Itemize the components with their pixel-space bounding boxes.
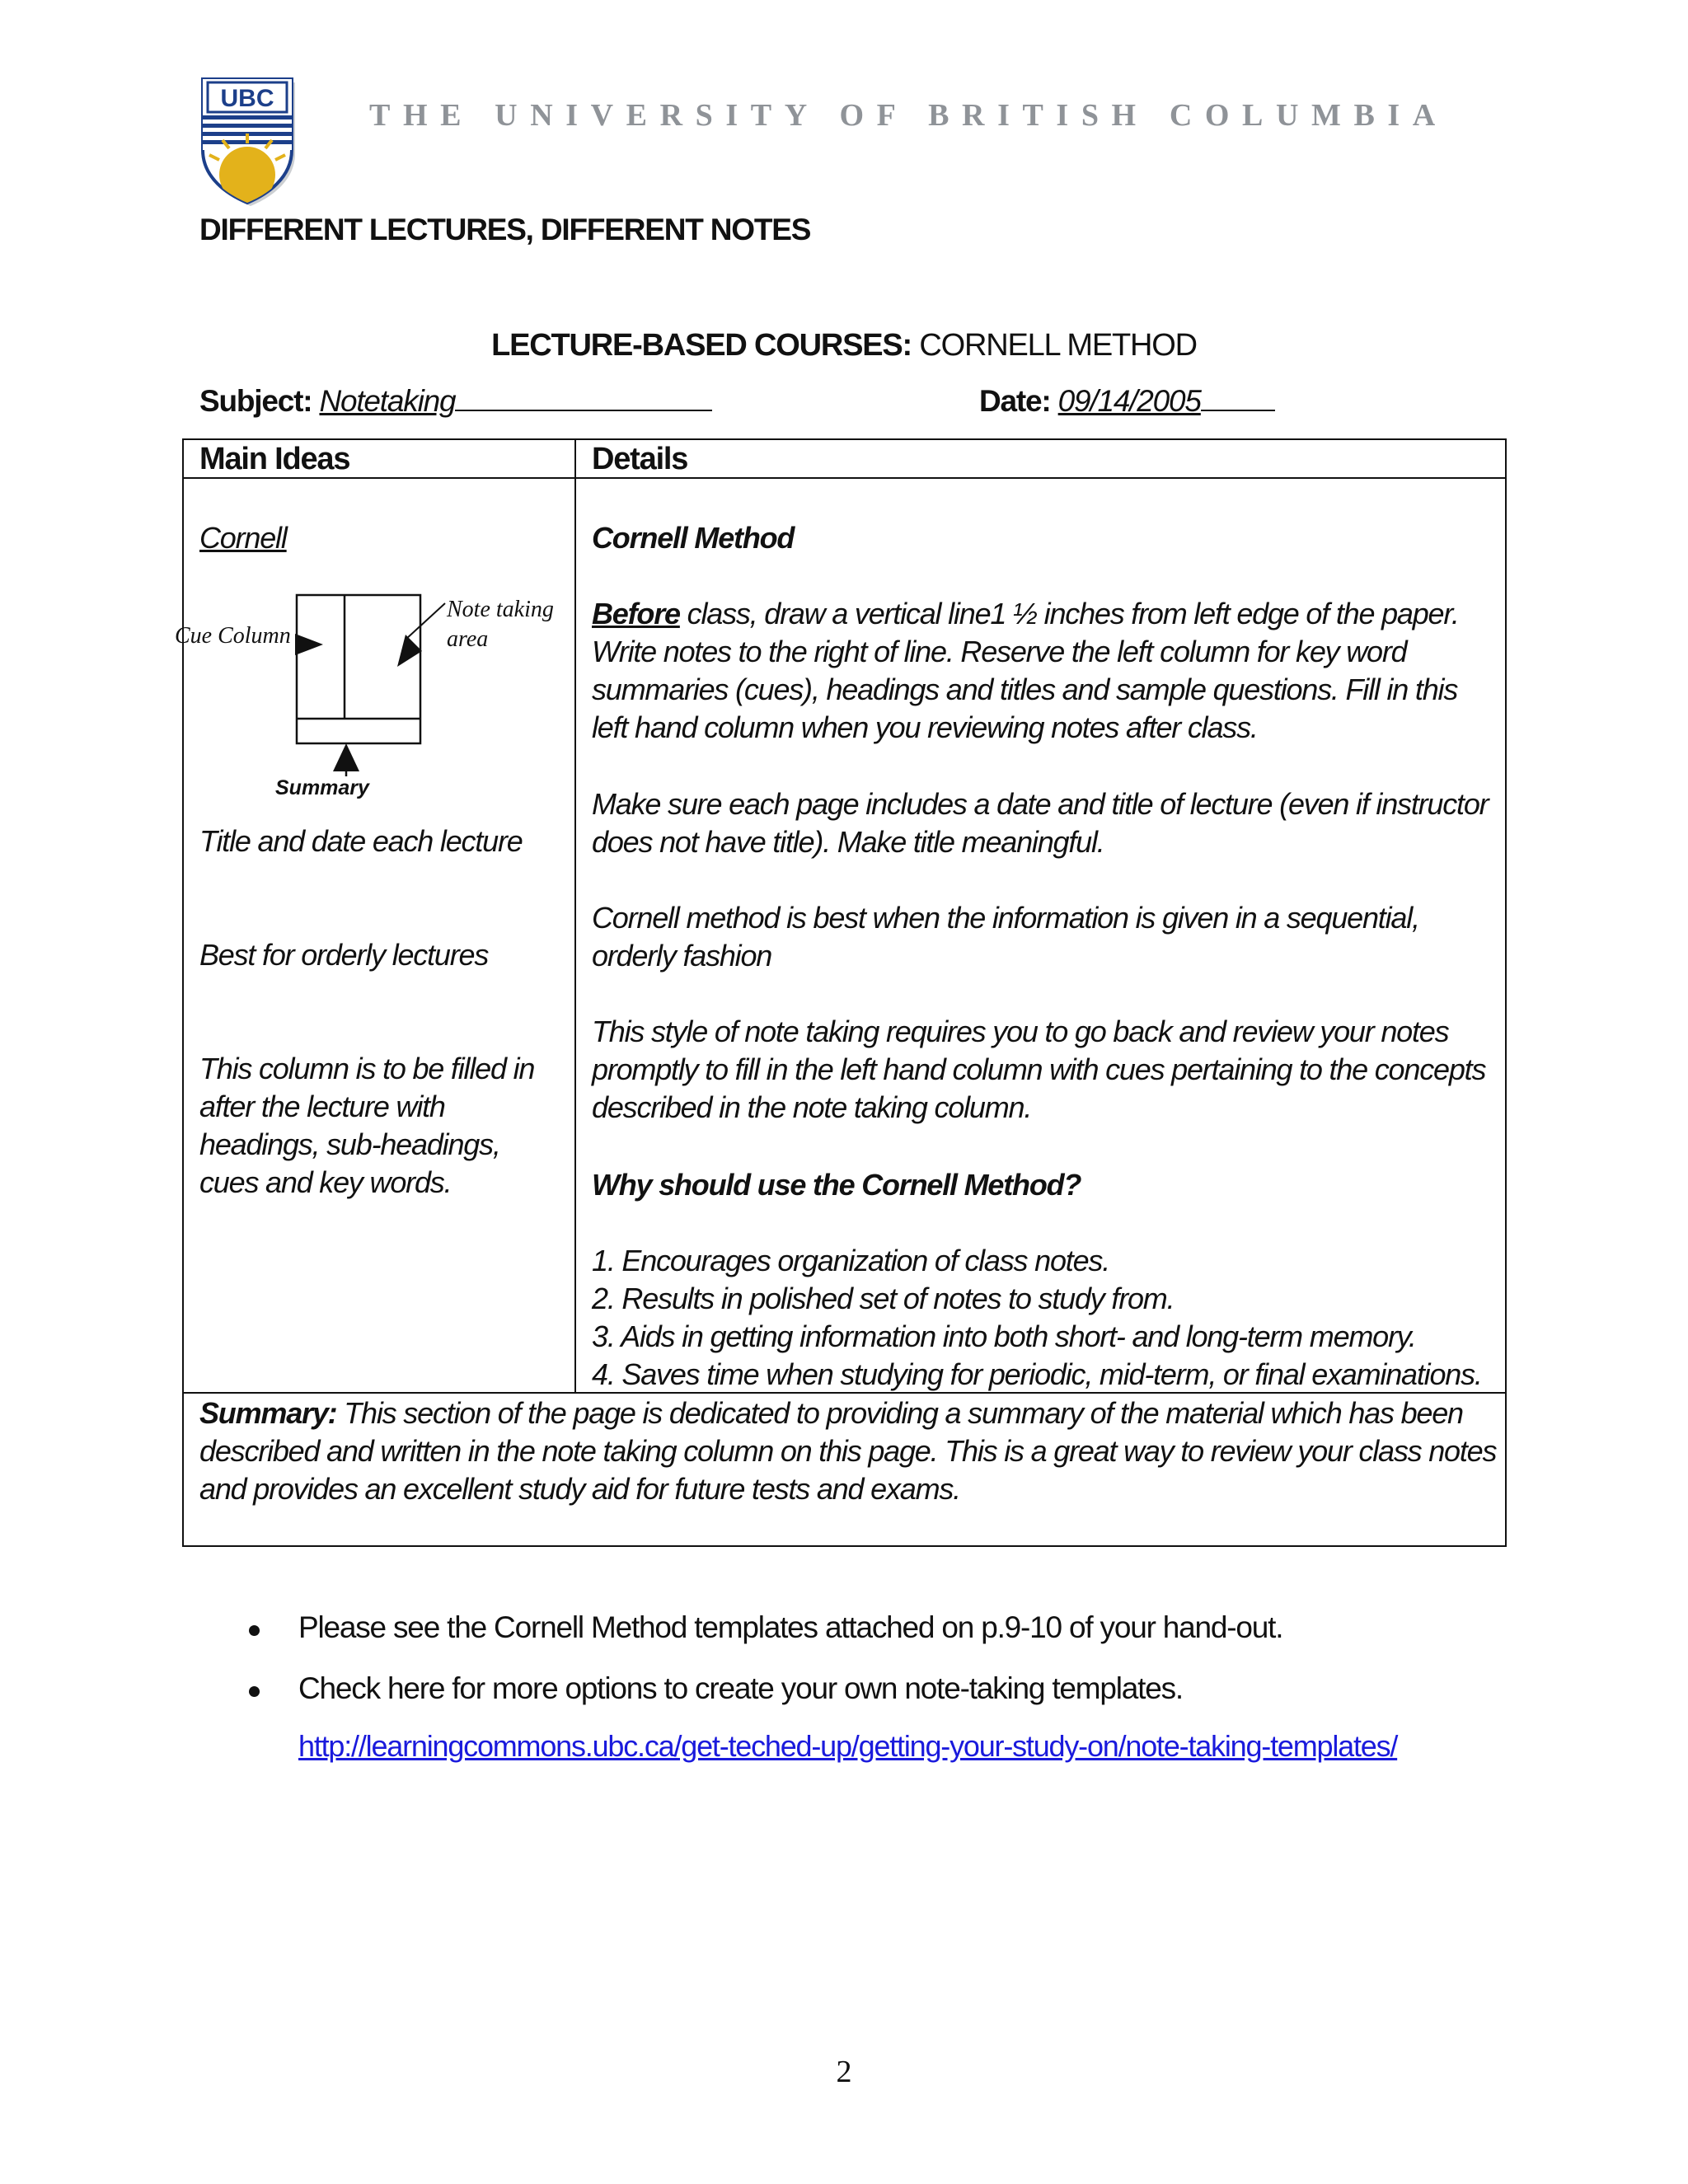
bullet-dot-icon [249,1686,260,1697]
date-underline [1201,387,1275,411]
page-number: 2 [836,2055,852,2089]
summary-arrow-head-icon [333,743,359,771]
options-bullet: Check here for more options to create your own note-taking templates. [298,1671,1184,1705]
section-heading [0,328,1688,363]
note-arrow-head-icon [397,635,422,667]
table-bottom-border [182,1545,1507,1547]
column-filled-note: This column is to be filled in after the lecture with headings, sub-headings, cues and key words. [199,1052,535,1199]
benefit-item: 1. Encourages organization of class notes. [592,1244,1110,1277]
section-heading-rest: CORNELL METHOD [912,328,1197,363]
subject-line [199,384,712,419]
best-orderly-note: Best for orderly lectures [199,938,489,972]
summary-text: This section of the page is dedicated to providing a summary of the material which has been described and written in the note taking column on this page. This is a great way to review your class notes and provides an excellent study aid for future tests and exams. [199,1396,1497,1506]
date-line [979,384,1275,419]
note-taking-templates-link[interactable]: http://learningcommons.ubc.ca/get-teched-up/getting-your-study-on/note-taking-templates/ [298,1729,1398,1763]
cornell-method-heading: Cornell Method [592,521,795,555]
benefit-item: 2. Results in polished set of notes to study from. [592,1282,1175,1315]
date-value: 09/14/2005 [1057,384,1201,418]
university-name: THE UNIVERSITY OF BRITISH COLUMBIA [369,98,1448,133]
before-emphasis: Before [592,597,680,630]
subject-underline [455,387,712,411]
note-taking-area-label [447,595,554,654]
date-label: Date: [979,384,1051,418]
bullet-dot-icon [249,1625,260,1636]
summary-label: Summary: [199,1396,337,1430]
before-class-text: class, draw a vertical line1 ½ inches from left edge of the paper. Write notes to the right of line. Reserve the left column for key word summaries (cues), headings and titles and sample questions. Fill in this left hand column when you reviewing notes after class. [592,597,1459,744]
cue-column-label: Cue Column [175,623,291,649]
diagram-page-outline [297,595,420,743]
diagram-summary-label: Summary [275,776,369,799]
benefit-item: 4. Saves time when studying for periodic, mid-term, or final examinations. [592,1357,1482,1391]
summary-row [199,1394,1502,1508]
table-top-border [182,438,1507,440]
sequential-paragraph: Cornell method is best when the information is given in a sequential, orderly fashion [592,901,1419,972]
cornell-label: Cornell [199,521,287,555]
table-column-divider [574,438,576,1394]
benefit-item: 3. Aids in getting information into both short- and long-term memory. [592,1319,1416,1353]
note-taking-label-line2: area [447,626,489,652]
main-ideas-header: Main Ideas [199,442,350,476]
logo-text: UBC [220,85,274,112]
table-header-divider [182,477,1507,479]
ubc-crest-logo [198,74,297,206]
why-use-heading: Why should use the Cornell Method? [592,1168,1081,1202]
review-paragraph: This style of note taking requires you to go back and review your notes promptly to fill in the left hand column with cues pertaining to the concepts described in the note taking column. [592,1015,1486,1124]
section-heading-bold: LECTURE-BASED COURSES: [491,328,912,363]
document-title: DIFFERENT LECTURES, DIFFERENT NOTES [199,213,811,246]
date-title-paragraph: Make sure each page includes a date and title of lecture (even if instructor does not have title). Make title meaningful. [592,787,1489,859]
subject-value: Notetaking [319,384,456,418]
templates-bullet: Please see the Cornell Method templates attached on p.9-10 of your hand-out. [298,1610,1283,1644]
cue-arrow-icon [295,634,323,655]
note-taking-label-line1: Note taking [447,597,554,622]
title-date-note: Title and date each lecture [199,824,523,858]
benefits-list [592,1242,1515,1394]
before-class-paragraph [592,595,1498,747]
subject-label: Subject: [199,384,312,418]
details-header: Details [592,442,688,476]
note-arrow-shaft-icon [406,603,445,640]
